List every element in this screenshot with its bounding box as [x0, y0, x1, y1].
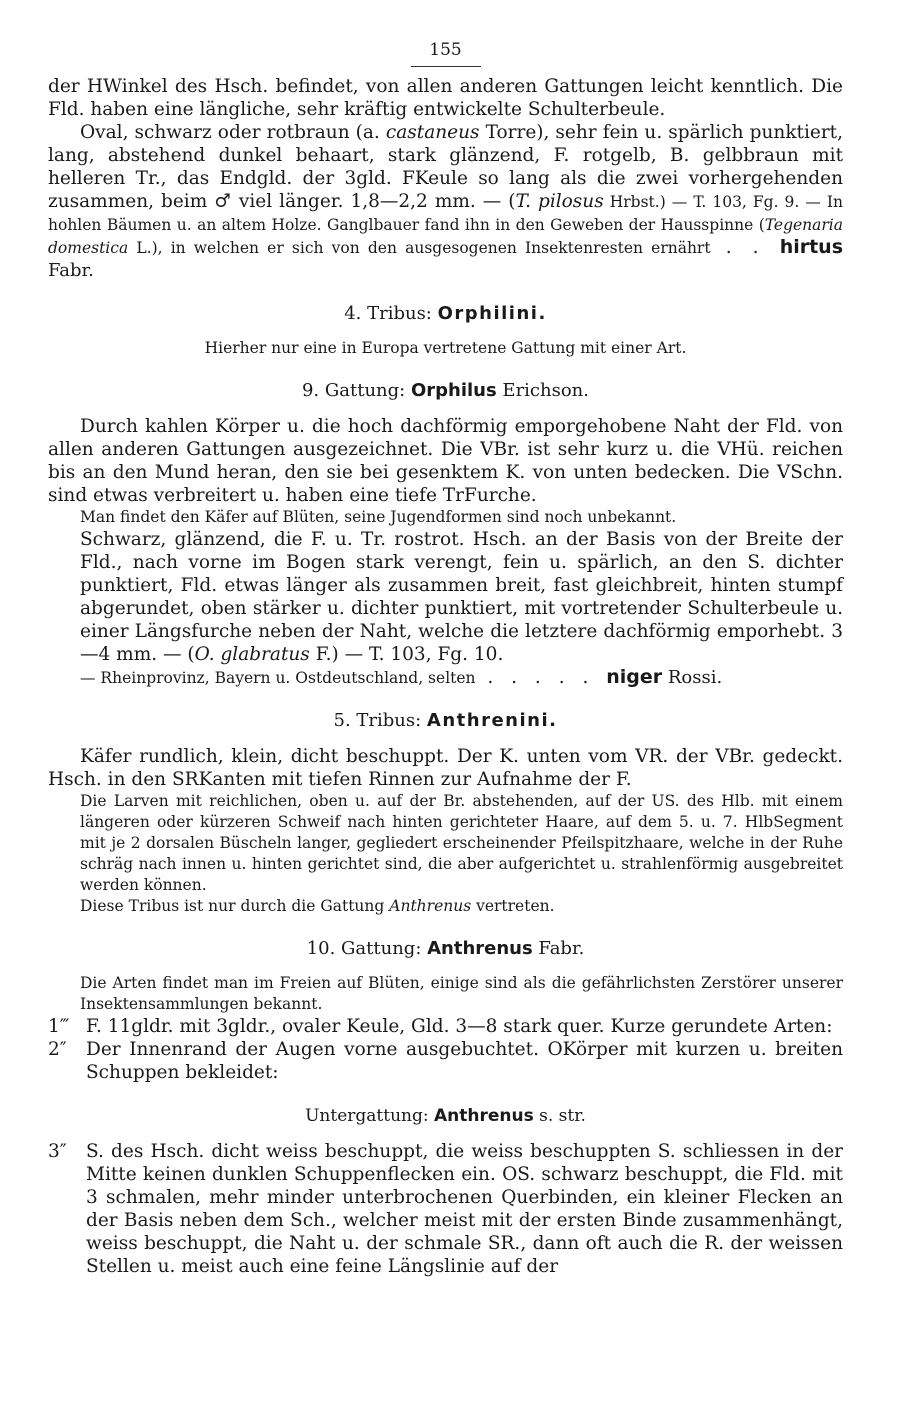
species-description-hirtus: Oval, schwarz oder rotbraun (a. castaneus Torre), sehr fein u. spärlich punktiert, lang, abstehend dunkel behaart, stark glänzend, F. rotgelb, B. gelbbraun mit helleren Tr., das Endgld. der 3gld. FKeule so lang als die zwei vorhergehenden zusammen, beim ♂ viel länger. 1,8—2,2 mm. — (T. pilosus Hrbst.) — T. 103, Fg. 9. — In hohlen Bäumen u. an altem Holze. Ganglbauer fand ihn in den Geweben der Hausspinne (Tegenaria domestica L.), in welchen er sich von den ausgesogenen Insektenresten ernährt . . hirtus Fabr. — [48, 122, 844, 281]
gattung-note-anthrenus: Die Arten findet man im Freien auf Blüten, einige sind als die gefährlichsten Zerstörer unserer Insektensammlungen bekannt. — [80, 974, 843, 1013]
tribus-note: Hierher nur eine in Europa vertretene Gattung mit einer Art. — [204, 339, 687, 357]
key-number: 2″ — [48, 1039, 67, 1060]
key-entry-3 — [48, 1140, 843, 1278]
paragraph-continuation: der HWinkel des Hsch. befindet, von allen anderen Gattungen leicht kenntlich. Die Fld. haben eine längliche, sehr kräftig entwickelte Schulterbeule. — [48, 76, 843, 120]
tribus-heading-orphilini: 4. Tribus: Orphilini. — [344, 303, 547, 324]
key-entry-2 — [48, 1038, 843, 1084]
key-text: Der Innenrand der Augen vorne ausgebuchtet. OKörper mit kurzen u. breiten Schuppen bekleidet: — [86, 1039, 843, 1083]
gattung-description-orphilus: Durch kahlen Körper u. die hoch dachförmig emporgehobene Naht der Fld. von allen anderen Gattungen ausgezeichnet. Die VBr. ist sehr kurz u. die VHü. reichen bis an den Mund heran, den sie bei gesenktem K. von unten bedecken. Die VSchn. sind etwas verbreitert u. haben eine tiefe TrFurche. — [48, 416, 843, 506]
species-description-niger: Schwarz, glänzend, die F. u. Tr. rostrot. Hsch. an der Basis von der Breite der Fld., nach vorne im Bogen stark verengt, fein u. spärlich, an den S. dichter punktiert, Fld. etwas länger als zusammen breit, fast gleichbreit, hinten stumpf abgerundet, oben stärker u. dichter punktiert, mit vortretender Schulterbeule u. einer Längsfurche neben der Naht, welche die letztere dachförmig emporhebt. 3—4 mm. — (O. glabratus F.) — T. 103, Fg. 10. — [80, 529, 843, 665]
page-number: 155 — [429, 40, 462, 60]
untergattung-heading: Untergattung: Anthrenus s. str. — [305, 1106, 586, 1126]
key-number: 3″ — [48, 1141, 67, 1162]
species-name-niger: niger — [606, 666, 663, 688]
key-number: 1‴ — [48, 1016, 70, 1037]
habitat-note-orphilus: Man findet den Käfer auf Blüten, seine Jugendformen sind noch unbekannt. — [80, 508, 677, 526]
gattung-heading-orphilus: 9. Gattung: Orphilus Erichson. — [301, 380, 589, 401]
tribus-heading-anthrenini: 5. Tribus: Anthrenini. — [333, 710, 558, 731]
page-number-rule — [411, 66, 481, 67]
larvae-description: Die Larven mit reichlichen, oben u. auf der Br. abstehenden, auf der US. des Hlb. mit einem längeren oder kürzeren Schweif nach hinten gerichteter Haare, auf dem 5. u. 7. HlbSegment mit je 2 dorsalen Büscheln langer, gegliedert erscheinender Pfeilspitzhaare, welche in der Ruhe schräg nach innen u. hinten gerichtet sind, die aber aufgerichtet u. strahlenförmig ausgebreitet werden können. — [80, 792, 843, 894]
species-name-hirtus: hirtus — [779, 236, 844, 258]
key-text: S. des Hsch. dicht weiss beschuppt, die weiss beschuppten S. schliessen in der Mitte keinen dunklen Schuppenflecken ein. OS. schwarz beschuppt, die Fld. mit 3 schmalen, mehr minder unterbrochenen Querbinden, ein kleiner Flecken an der Basis neben dem Sch., welcher meist mit der ersten Binde zusammenhängt, weiss beschuppt, die Naht u. der schmale SR., dann oft auch die R. der weissen Stellen u. meist auch eine feine Längslinie auf der — [86, 1141, 843, 1277]
key-text: F. 11gldr. mit 3gldr., ovaler Keule, Gld. 3—8 stark quer. Kurze gerundete Arten: — [86, 1016, 833, 1037]
tribus-description-anthrenini: Käfer rundlich, klein, dicht beschuppt. Der K. unten vom VR. der VBr. gedeckt. Hsch. in den SRKanten mit tiefen Rinnen zur Aufnahme der F. — [48, 746, 843, 790]
key-entry-1 — [48, 1015, 843, 1038]
gattung-heading-anthrenus: 10. Gattung: Anthrenus Fabr. — [306, 938, 585, 959]
tribus-genus-note: Diese Tribus ist nur durch die Gattung Anthrenus vertreten. — [80, 897, 555, 915]
species-line-niger: — Rheinprovinz, Bayern u. Ostdeutschland, selten . . . . . niger Rossi. — [80, 666, 723, 688]
page — [48, 40, 843, 1278]
